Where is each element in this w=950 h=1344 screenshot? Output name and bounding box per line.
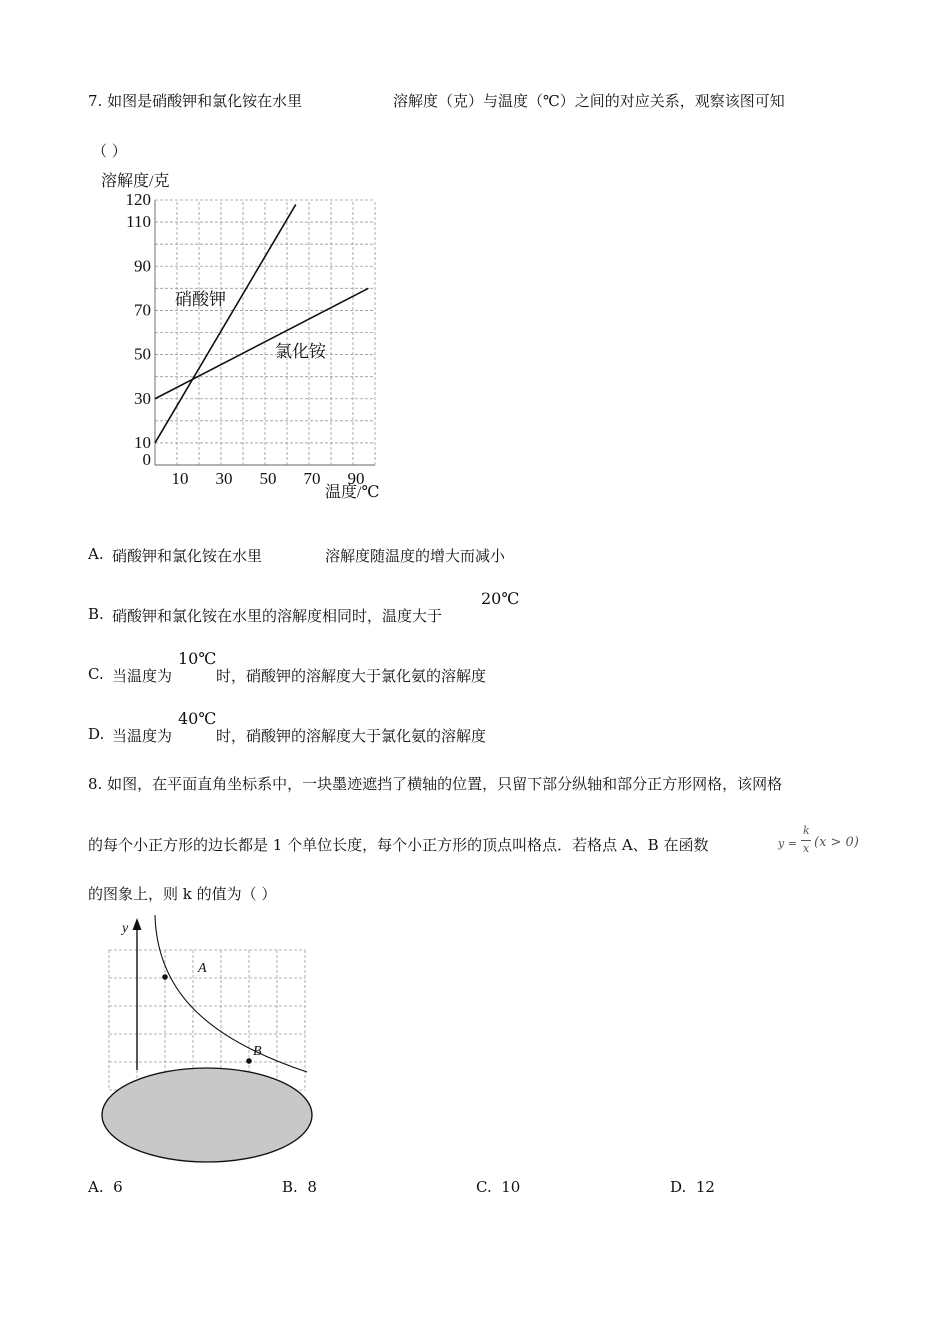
q8-point-b-label: B <box>253 1044 262 1059</box>
q8-option-c-label: C. <box>476 1178 492 1196</box>
q7-stem-part2: 溶解度（克）与温度（℃）之间的对应关系，观察该图可知 <box>393 92 785 110</box>
q8-y-label: y <box>122 921 129 936</box>
q7-option-d-label: D. <box>88 725 105 743</box>
q7-option-c-formula: 10℃ <box>178 649 217 668</box>
q8-stem-line1: 8. 如图，在平面直角坐标系中，一块墨迹遮挡了横轴的位置，只留下部分纵轴和部分正方形网格，该网格 <box>88 775 783 793</box>
y-tick-label: 120 <box>125 190 151 209</box>
chart-ylabel: 溶解度/克 <box>101 173 170 190</box>
q7-option-b-label: B. <box>88 605 104 623</box>
q8-stem-line2: 的每个小正方形的边长都是 1 个单位长度，每个小正方形的顶点叫格点．若格点 A、B 在函数 <box>88 836 709 854</box>
y-tick-label: 30 <box>134 388 151 408</box>
y-tick-label: 70 <box>134 300 151 320</box>
q8-option-d-label: D. <box>670 1178 687 1196</box>
chart-series <box>155 204 368 442</box>
solubility-chart <box>95 165 405 505</box>
formula-numerator: k <box>803 824 810 837</box>
q8-option-b <box>282 1178 317 1196</box>
q7-option-d-text-after: 时，硝酸钾的溶解度大于氯化氨的溶解度 <box>216 727 487 745</box>
q8-option-d <box>670 1178 715 1196</box>
q7-option-d-text-before: 当温度为 <box>112 727 173 745</box>
q7-option-a-label: A. <box>88 545 104 563</box>
q7-option-a-text2: 溶解度随温度的增大而减小 <box>325 547 506 565</box>
series-label-ammonium-chloride: 氯化铵 <box>275 342 326 361</box>
y-tick-label: 90 <box>134 256 151 276</box>
chart-y-ticks <box>126 190 152 469</box>
q8-stem-line3: 的图象上，则 k 的值为（ ） <box>88 885 277 903</box>
q8-option-c <box>476 1178 520 1196</box>
q8-option-d-value: 12 <box>695 1178 715 1196</box>
q8-option-a-label: A. <box>88 1178 104 1196</box>
q8-figure <box>95 910 325 1170</box>
formula-y: y = <box>778 837 797 850</box>
formula-denominator: x <box>803 842 810 855</box>
q8-point-b <box>246 1058 252 1064</box>
y-tick-label: 10 <box>134 432 151 452</box>
series-line-1 <box>155 204 296 442</box>
series-label-potassium-nitrate: 硝酸钾 <box>175 290 226 309</box>
q7-option-b-text: 硝酸钾和氯化铵在水里的溶解度相同时，温度大于 <box>112 607 443 625</box>
y-tick-label: 0 <box>142 450 151 469</box>
q8-y-axis-arrow <box>133 918 142 930</box>
q7-option-b-formula: 20℃ <box>481 589 520 608</box>
q8-option-a-value: 6 <box>113 1178 123 1196</box>
chart-grid <box>155 200 375 465</box>
formula-fraction-bar <box>801 840 811 841</box>
q7-answer-bracket: （ ） <box>92 142 127 160</box>
q7-option-c-label: C. <box>88 665 104 683</box>
q7-option-d-formula: 40℃ <box>178 709 217 728</box>
q7-option-c-text-after: 时，硝酸钾的溶解度大于氯化氨的溶解度 <box>216 667 487 685</box>
q7-stem-part1: 7. 如图是硝酸钾和氯化铵在水里 <box>88 92 303 110</box>
q8-point-a-label: A <box>198 961 207 976</box>
y-tick-label: 50 <box>134 344 151 364</box>
x-tick-label: 50 <box>259 469 277 488</box>
q8-option-b-label: B. <box>282 1178 298 1196</box>
x-tick-label: 30 <box>215 469 233 488</box>
x-tick-label: 90 <box>347 469 365 488</box>
x-tick-label: 70 <box>303 469 321 488</box>
q8-hyperbola-curve <box>155 915 307 1072</box>
q8-option-b-value: 8 <box>307 1178 317 1196</box>
q7-option-c-text-before: 当温度为 <box>112 667 173 685</box>
y-tick-label: 110 <box>126 212 151 232</box>
q8-option-c-value: 10 <box>501 1178 521 1196</box>
q8-option-a <box>88 1178 123 1196</box>
q7-option-a-text1: 硝酸钾和氯化铵在水里 <box>112 547 263 565</box>
chart-xlabel: 温度/℃ <box>325 484 380 501</box>
x-tick-label: 10 <box>171 469 189 488</box>
ink-blot <box>102 1068 312 1162</box>
q8-point-a <box>162 974 168 980</box>
formula-condition: (x > 0) <box>814 835 859 850</box>
